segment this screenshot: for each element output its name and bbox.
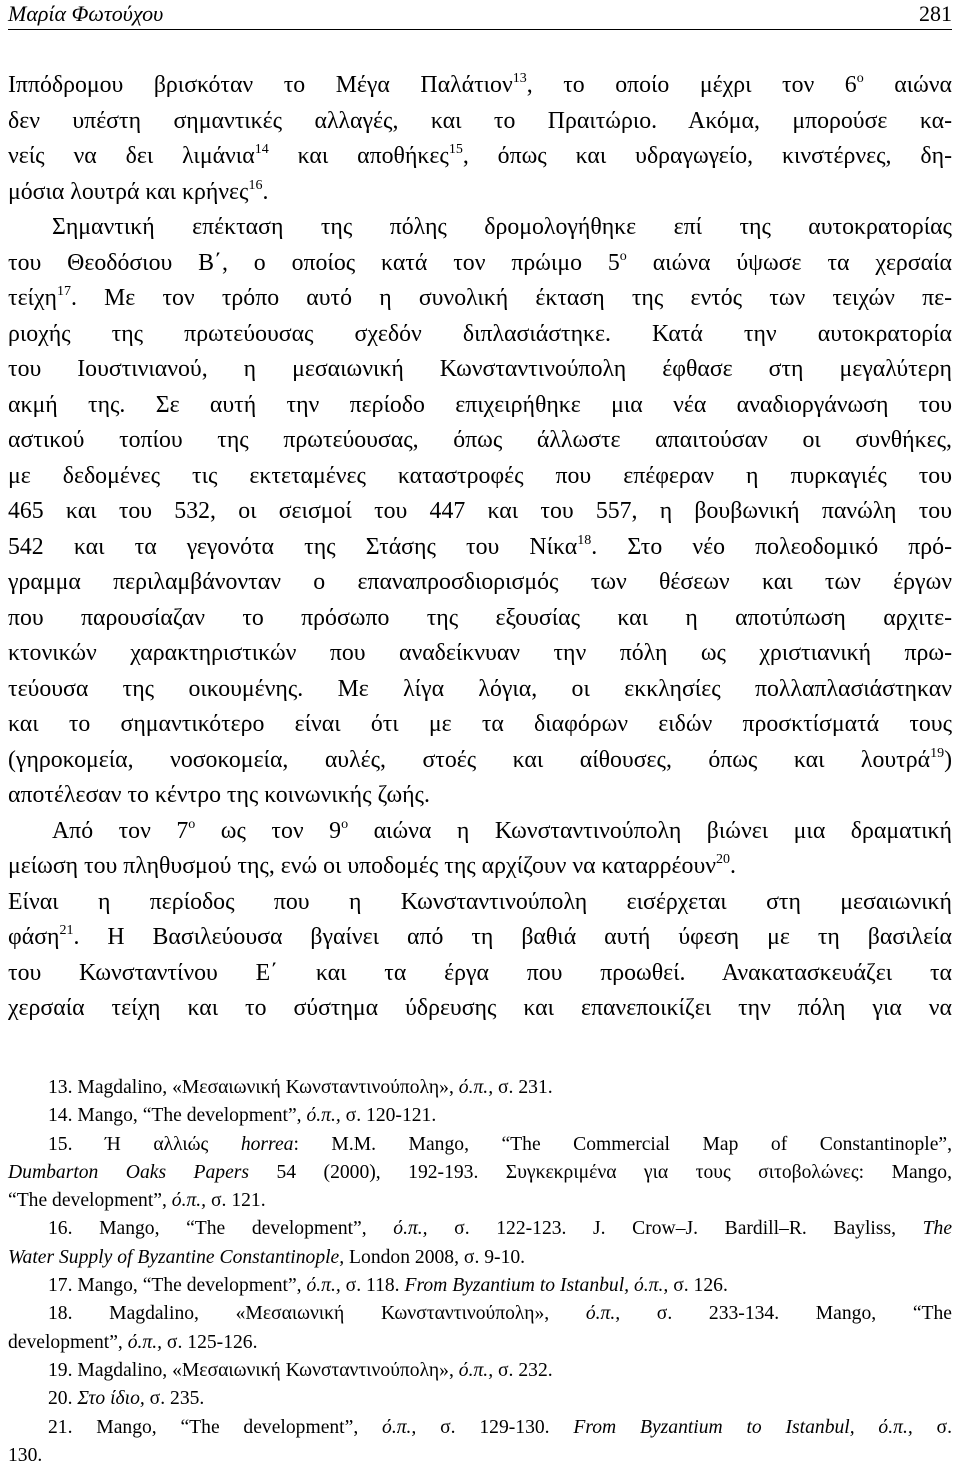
running-header: [8, 0, 952, 40]
text-run: .: [262, 178, 269, 205]
text-run: 465 και του 532, οι σεισμοί του 447 και του 557, η βουβωνική πανώλη του: [8, 498, 952, 524]
text-run: σ. 122-123. J. Crow–J. Bardill–R. Bayliss,: [427, 1218, 923, 1240]
text-line: [8, 423, 952, 459]
footnote-marker: ο: [341, 816, 349, 832]
italic-text: horrea: [240, 1133, 294, 1155]
text-line: [8, 991, 952, 1027]
text-run: νείς να δει λιμάνια: [8, 143, 255, 169]
text-run: σ. 120-121.: [340, 1105, 437, 1127]
italic-text: ό.π.,: [127, 1331, 163, 1353]
text-run: .: [729, 853, 736, 879]
text-run: χερσαία τείχη και το σύστημα ύδρευσης και επανεποικίζει την πόλη για να: [8, 995, 952, 1021]
text-run: ριοχής της πρωτεύουσας σχεδόν διπλασιάστηκε. Κατά την αυτοκρατορία: [8, 320, 952, 347]
italic-text: ό.π.,: [171, 1190, 207, 1212]
text-run: ως τον 9: [195, 817, 342, 844]
text-line: [8, 352, 952, 388]
footnote-marker: 21: [59, 923, 74, 938]
text-line: [8, 68, 952, 104]
text-run: σ. 121.: [206, 1190, 266, 1212]
footnote-line: [8, 1329, 952, 1357]
footnote-line: [8, 1131, 952, 1159]
footnote-line: [8, 1357, 952, 1385]
text-run: . Με τον τρόπο αυτό η συνολική έκταση της εντός των τειχών πε-: [70, 285, 952, 311]
text-line: [8, 139, 952, 175]
text-line: [8, 246, 952, 282]
text-run: σ. 235.: [144, 1388, 205, 1410]
footnote-line: [8, 1102, 952, 1130]
footnote-marker: 16: [248, 177, 263, 193]
text-run: μείωση του πληθυσμού της, ενώ οι υποδομές της αρχίζουν να καταρρέουν: [8, 853, 716, 879]
italic-text: Στο ίδιο,: [77, 1388, 145, 1410]
footnote-line: [8, 1272, 952, 1300]
text-line: [8, 175, 952, 211]
text-line: [8, 565, 952, 601]
text-run: . Στο νέο πολεοδομικό πρό-: [591, 533, 952, 560]
text-run: : M.M. Mango, “The Commercial Map of Constantinople”,: [293, 1133, 953, 1155]
text-line: [8, 388, 952, 424]
text-run: 15. Ή αλλιώς: [48, 1133, 241, 1155]
text-run: 17. Mango, “The development”,: [48, 1275, 307, 1297]
italic-text: ό.π.,: [382, 1416, 417, 1438]
text-run: κτονικών χαρακτηριστικών που αναδείκνυαν την πόλη ως χριστιανική πρω-: [8, 640, 952, 666]
text-run: με δεδομένες τις εκτεταμένες καταστροφές που επέφεραν η πυρκαγιές του: [8, 462, 952, 489]
italic-text: ό.π.,: [306, 1275, 341, 1297]
text-run: σ. 118.: [340, 1275, 405, 1297]
text-run: 14. Mango, “The development”,: [48, 1105, 307, 1127]
text-run: και το σημαντικότερο είναι ότι με τα διαφόρων ειδών προσκτίσματά τους: [8, 711, 952, 737]
italic-text: From Byzantium to Istanbul, ό.π.,: [573, 1416, 913, 1438]
text-run: 19. Magdalino, «Μεσαιωνική Κωνσταντινούπολη»,: [48, 1359, 459, 1381]
text-line: [8, 636, 952, 672]
footnote-marker: 19: [930, 745, 945, 761]
italic-text: ό.π.,: [458, 1077, 494, 1098]
footnote-line: [8, 1159, 952, 1187]
footnotes: [8, 1074, 952, 1470]
page-number: 281: [919, 1, 952, 26]
text-run: και αποθήκες: [268, 143, 449, 169]
text-run: σ.: [912, 1416, 952, 1438]
header-rule: [8, 29, 952, 30]
text-line: [8, 956, 952, 992]
footnote-line: [8, 1244, 952, 1272]
text-line: [8, 707, 952, 743]
italic-text: ό.π.,: [393, 1218, 428, 1240]
footnote-line: [8, 1300, 952, 1328]
footnote-marker: ο: [856, 71, 864, 86]
text-line: [8, 743, 952, 779]
text-run: τεύουσα της οικουμένης. Με λίγα λόγια, οι εκκλησίες πολλαπλασιάστηκαν: [8, 675, 952, 702]
italic-text: Water Supply of Byzantine Constantinople,: [8, 1246, 345, 1268]
text-run: αστικού τοπίου της πρωτεύουσας, όπως άλλωστε απαιτούσαν οι συνθήκες,: [8, 427, 952, 453]
text-run: ): [944, 746, 952, 773]
text-run: , το οποίο μέχρι τον 6: [526, 72, 857, 98]
text-line: [8, 104, 952, 140]
italic-text: Dumbarton Oaks Papers: [8, 1161, 250, 1183]
text-line: [8, 885, 952, 921]
text-run: Είναι η περίοδος που η Κωνσταντινούπολη εισέρχεται στη μεσαιωνική: [8, 888, 952, 915]
text-run: του Ιουστινιανού, η μεσαιωνική Κωνσταντινούπολη έφθασε στη μεγαλύτερη: [8, 356, 952, 382]
footnote-line: [8, 1074, 952, 1102]
footnote-marker: 20: [715, 852, 730, 867]
text-line: [8, 672, 952, 708]
main-text: [8, 68, 952, 1027]
text-run: 130.: [8, 1444, 43, 1466]
text-line: [8, 494, 952, 530]
text-run: , όπως και υδραγωγείο, κινστέρνες, δη-: [462, 143, 952, 169]
footnote-line: [8, 1187, 952, 1215]
text-run: σ. 125-126.: [162, 1331, 258, 1353]
footnote-marker: 14: [254, 142, 269, 157]
text-line: [8, 814, 952, 850]
text-run: 16. Mango, “The development”,: [48, 1218, 394, 1240]
text-line: [8, 849, 952, 885]
text-run: 21. Mango, “The development”,: [48, 1416, 383, 1438]
text-run: . Η Βασιλεύουσα βγαίνει από τη βαθιά αυτή ύφεση με τη βασιλεία: [73, 924, 952, 950]
italic-text: ό.π.,: [306, 1105, 341, 1127]
text-run: αιώνα η Κωνσταντινούπολη βιώνει μια δραματική: [348, 817, 952, 844]
text-run: που παρουσίαζαν το πρόσωπο της εξουσίας και η αποτύπωση αρχιτε-: [8, 604, 952, 631]
text-run: London 2008, σ. 9-10.: [344, 1246, 526, 1268]
text-run: Σημαντική επέκταση της πόλης δρομολογήθηκε επί της αυτοκρατορίας: [52, 214, 952, 240]
footnote-marker: 13: [512, 71, 527, 86]
text-run: αποτέλεσαν το κέντρο της κοινωνικής ζωής.: [8, 782, 430, 808]
text-run: σ. 129-130.: [416, 1416, 574, 1438]
text-line: [8, 778, 952, 814]
text-run: σ. 232.: [493, 1359, 553, 1381]
text-run: μόσια λουτρά και κρήνες: [8, 178, 249, 205]
text-run: 20.: [48, 1388, 78, 1410]
text-run: development”,: [8, 1331, 128, 1353]
footnote-marker: 15: [448, 142, 463, 157]
text-run: “The development”,: [8, 1190, 172, 1212]
text-line: [8, 210, 952, 246]
text-line: [8, 459, 952, 495]
text-run: 18. Magdalino, «Μεσαιωνική Κωνσταντινούπολη»,: [48, 1303, 586, 1325]
text-run: ακμή της. Σε αυτή την περίοδο επιχειρήθηκε μια νέα αναδιοργάνωση του: [8, 391, 952, 418]
italic-text: From Byzantium to Istanbul, ό.π.,: [404, 1275, 669, 1297]
text-run: τείχη: [8, 285, 57, 311]
text-run: σ. 231.: [493, 1077, 553, 1098]
text-line: [8, 281, 952, 317]
footnote-marker: ο: [188, 816, 196, 832]
footnote-line: [8, 1442, 952, 1470]
footnote-marker: ο: [619, 248, 627, 264]
text-line: [8, 920, 952, 956]
footnote-marker: 17: [56, 284, 71, 299]
footnote-line: [8, 1385, 952, 1413]
italic-text: The: [922, 1218, 953, 1240]
text-run: του Θεοδόσιου Β΄, ο οποίος κατά τον πρώιμο 5: [8, 249, 620, 276]
text-line: [8, 601, 952, 637]
text-run: σ. 126.: [668, 1275, 728, 1297]
text-run: αιώνα ύψωσε τα χερσαία: [626, 249, 952, 276]
text-run: σ. 233-134. Mango, “The: [620, 1303, 952, 1325]
text-run: 13. Magdalino, «Μεσαιωνική Κωνσταντινούπολη»,: [48, 1077, 459, 1098]
footnote-line: [8, 1414, 952, 1442]
text-run: Ιππόδρομου βρισκόταν το Μέγα Παλάτιον: [8, 72, 513, 98]
text-run: αιώνα: [863, 72, 952, 98]
text-run: (γηροκομεία, νοσοκομεία, αυλές, στοές και αίθουσες, όπως και λουτρά: [8, 746, 931, 773]
text-line: [8, 317, 952, 353]
text-run: Από τον 7: [52, 817, 189, 844]
text-run: 542 και τα γεγονότα της Στάσης του Νίκα: [8, 533, 578, 560]
text-run: του Κωνσταντίνου Ε΄ και τα έργα που προωθεί. Ανακατασκευάζει τα: [8, 959, 952, 986]
italic-text: ό.π.,: [585, 1303, 621, 1325]
text-run: γραμμα περιλαμβάνονταν ο επαναπροσδιορισμός των θέσεων και των έργων: [8, 569, 952, 595]
running-header-author: Μαρία Φωτούχου: [8, 1, 164, 26]
text-run: δεν υπέστη σημαντικές αλλαγές, και το Πραιτώριο. Ακόμα, μπορούσε κα-: [8, 107, 952, 134]
text-run: 54 (2000), 192-193. Συγκεκριμένα για τους σιτοβολώνες: Mango,: [249, 1161, 952, 1183]
footnote-marker: 18: [577, 532, 592, 548]
footnote-line: [8, 1215, 952, 1243]
text-run: φάση: [8, 924, 60, 950]
italic-text: ό.π.,: [458, 1359, 494, 1381]
text-line: [8, 530, 952, 566]
